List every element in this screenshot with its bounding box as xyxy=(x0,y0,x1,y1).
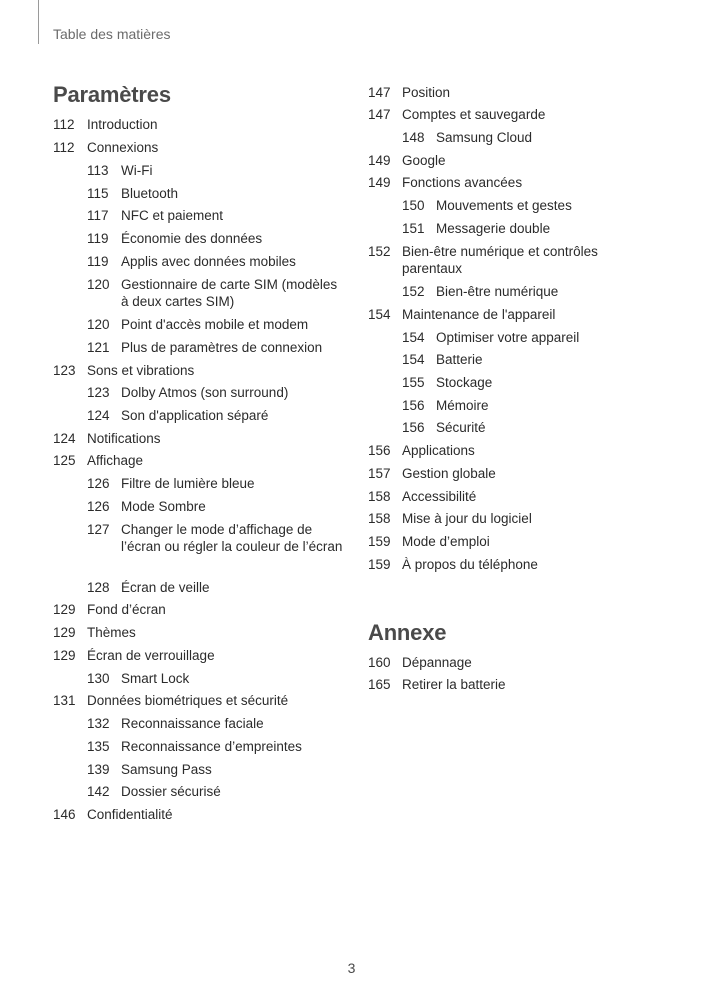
toc-entry-text: Changer le mode d’affichage de l’écran ou régler la couleur de l’écran xyxy=(121,522,343,554)
toc-entry-page: 120 xyxy=(87,317,110,332)
toc-subentry[interactable] xyxy=(402,329,658,346)
toc-subentry[interactable] xyxy=(402,351,658,368)
toc-entry-text: Accessibilité xyxy=(402,489,477,504)
toc-entry-text: Son d'application séparé xyxy=(121,408,269,423)
toc-entry[interactable] xyxy=(368,510,658,527)
toc-entry-text: Batterie xyxy=(436,352,483,367)
toc-entry-text: Connexions xyxy=(87,140,159,155)
toc-entry-text: Écran de verrouillage xyxy=(87,648,215,663)
toc-entry-page: 158 xyxy=(368,511,391,526)
toc-entry-page: 112 xyxy=(53,117,75,132)
toc-entry-text: Fonctions avancées xyxy=(402,175,523,190)
toc-entry-page: 155 xyxy=(402,375,425,390)
toc-entry-text: Filtre de lumière bleue xyxy=(121,476,255,491)
toc-entry-text: NFC et paiement xyxy=(121,208,224,223)
toc-entry[interactable] xyxy=(368,306,658,323)
toc-entry[interactable] xyxy=(53,139,343,156)
toc-entry-text: Confidentialité xyxy=(87,807,173,822)
toc-subentry[interactable] xyxy=(402,197,658,214)
toc-entry-text: Samsung Pass xyxy=(121,762,212,777)
toc-subentry[interactable] xyxy=(402,374,658,391)
toc-entry[interactable] xyxy=(368,676,658,693)
toc-entry-text: Dolby Atmos (son surround) xyxy=(121,385,289,400)
toc-subentry[interactable] xyxy=(402,129,658,146)
toc-subentry[interactable] xyxy=(87,498,343,515)
toc-entry-text: Mode Sombre xyxy=(121,499,206,514)
toc-entry-text: Optimiser votre appareil xyxy=(436,330,580,345)
toc-entry[interactable] xyxy=(53,692,343,709)
toc-entry[interactable] xyxy=(53,647,343,664)
toc-entry-page: 154 xyxy=(368,307,391,322)
toc-entry-page: 152 xyxy=(402,284,425,299)
toc-entry-page: 152 xyxy=(368,244,391,259)
toc-entry-text: Fond d’écran xyxy=(87,602,166,617)
toc-entry-text: Applications xyxy=(402,443,475,458)
toc-subentry[interactable] xyxy=(87,521,343,555)
toc-entry-page: 120 xyxy=(87,277,110,292)
toc-subentry[interactable] xyxy=(87,253,343,270)
toc-entry-page: 123 xyxy=(53,363,76,378)
toc-entry[interactable] xyxy=(53,624,343,641)
toc-entry-page: 147 xyxy=(368,85,391,100)
toc-entry[interactable] xyxy=(368,533,658,550)
toc-entry[interactable] xyxy=(368,488,658,505)
toc-entry-page: 165 xyxy=(368,677,391,692)
toc-subentry[interactable] xyxy=(87,761,343,778)
toc-subentry[interactable] xyxy=(87,316,343,333)
toc-entry[interactable] xyxy=(53,601,343,618)
toc-entry-page: 123 xyxy=(87,385,110,400)
section-title-annexe: Annexe xyxy=(368,620,447,645)
toc-entry-page: 119 xyxy=(87,254,109,269)
toc-entry-text: Dépannage xyxy=(402,655,472,670)
toc-entry-page: 151 xyxy=(402,221,425,236)
toc-entry-text: Mode d’emploi xyxy=(402,534,490,549)
header-divider xyxy=(38,0,39,44)
toc-entry-page: 126 xyxy=(87,499,110,514)
toc-entry-page: 126 xyxy=(87,476,110,491)
toc-entry-page: 159 xyxy=(368,534,391,549)
toc-entry-page: 129 xyxy=(53,625,76,640)
toc-entry-page: 142 xyxy=(87,784,110,799)
toc-subentry[interactable] xyxy=(402,283,658,300)
toc-subentry[interactable] xyxy=(87,185,343,202)
toc-entry-text: Stockage xyxy=(436,375,493,390)
toc-subentry[interactable] xyxy=(87,162,343,179)
toc-entry-text: À propos du téléphone xyxy=(402,557,538,572)
toc-entry-page: 159 xyxy=(368,557,391,572)
toc-entry-page: 135 xyxy=(87,739,110,754)
toc-entry-text: Gestionnaire de carte SIM (modèles à deux cartes SIM) xyxy=(121,277,338,309)
toc-entry-text: Thèmes xyxy=(87,625,136,640)
toc-entry-page: 158 xyxy=(368,489,391,504)
toc-entry[interactable] xyxy=(368,152,658,169)
toc-entry-page: 130 xyxy=(87,671,110,686)
toc-entry[interactable] xyxy=(368,243,658,277)
toc-entry-text: Économie des données xyxy=(121,231,263,246)
toc-subentry[interactable] xyxy=(87,339,343,356)
toc-entry-text: Google xyxy=(402,153,446,168)
toc-entry-text: Affichage xyxy=(87,453,144,468)
toc-entry-text: Dossier sécurisé xyxy=(121,784,221,799)
toc-entry-text: Point d'accès mobile et modem xyxy=(121,317,309,332)
toc-subentry[interactable] xyxy=(402,397,658,414)
toc-entry-text: Introduction xyxy=(87,117,158,132)
toc-subentry[interactable] xyxy=(87,715,343,732)
toc-entry-page: 115 xyxy=(87,186,109,201)
toc-entry-text: Données biométriques et sécurité xyxy=(87,693,289,708)
toc-entry-page: 113 xyxy=(87,163,109,178)
toc-entry-page: 139 xyxy=(87,762,110,777)
toc-entry-page: 117 xyxy=(87,208,109,223)
toc-entry-text: Bluetooth xyxy=(121,186,179,201)
toc-entry-page: 148 xyxy=(402,130,425,145)
toc-entry-text: Bien-être numérique et contrôles parentaux xyxy=(402,244,598,276)
toc-entry-page: 129 xyxy=(53,602,76,617)
toc-entry-page: 121 xyxy=(87,340,110,355)
toc-entry-text: Reconnaissance faciale xyxy=(121,716,264,731)
toc-entry-page: 156 xyxy=(402,398,425,413)
toc-entry-page: 149 xyxy=(368,175,391,190)
toc-entry-text: Wi-Fi xyxy=(121,163,153,178)
toc-entry-text: Mémoire xyxy=(436,398,489,413)
toc-entry-page: 156 xyxy=(368,443,391,458)
toc-entry[interactable] xyxy=(368,465,658,482)
toc-subentry[interactable] xyxy=(87,207,343,224)
toc-entry-text: Messagerie double xyxy=(436,221,551,236)
toc-entry-text: Applis avec données mobiles xyxy=(121,254,296,269)
toc-entry-text: Gestion globale xyxy=(402,466,496,481)
toc-entry-text: Reconnaissance d’empreintes xyxy=(121,739,302,754)
toc-entry-text: Samsung Cloud xyxy=(436,130,533,145)
toc-entry-text: Écran de veille xyxy=(121,580,210,595)
toc-subentry[interactable] xyxy=(87,670,343,687)
toc-entry-page: 119 xyxy=(87,231,109,246)
toc-subentry[interactable] xyxy=(87,230,343,247)
toc-entry-page: 132 xyxy=(87,716,110,731)
toc-subentry[interactable] xyxy=(87,738,343,755)
toc-entry-page: 129 xyxy=(53,648,76,663)
toc-entry-text: Mouvements et gestes xyxy=(436,198,572,213)
toc-entry-page: 128 xyxy=(87,580,110,595)
toc-entry-page: 146 xyxy=(53,807,76,822)
toc-entry[interactable] xyxy=(368,556,658,573)
toc-entry-page: 154 xyxy=(402,352,425,367)
toc-entry-text: Mise à jour du logiciel xyxy=(402,511,532,526)
toc-subentry[interactable] xyxy=(87,407,343,424)
toc-entry-page: 124 xyxy=(53,431,76,446)
toc-entry[interactable] xyxy=(53,806,343,823)
toc-entry-page: 156 xyxy=(402,420,425,435)
toc-entry-text: Bien-être numérique xyxy=(436,284,559,299)
toc-subentry[interactable] xyxy=(87,276,343,310)
toc-entry[interactable] xyxy=(368,84,658,101)
toc-entry-page: 154 xyxy=(402,330,425,345)
toc-entry-text: Comptes et sauvegarde xyxy=(402,107,546,122)
toc-entry-page: 112 xyxy=(53,140,75,155)
section-title-parametres: Paramètres xyxy=(53,82,171,107)
toc-subentry[interactable] xyxy=(87,579,343,596)
toc-entry-text: Sécurité xyxy=(436,420,486,435)
toc-entry[interactable] xyxy=(53,452,343,469)
toc-subentry[interactable] xyxy=(87,475,343,492)
toc-subentry[interactable] xyxy=(87,783,343,800)
toc-entry[interactable] xyxy=(368,442,658,459)
toc-entry[interactable] xyxy=(53,116,343,133)
toc-entry[interactable] xyxy=(368,106,658,123)
toc-subentry[interactable] xyxy=(87,384,343,401)
toc-entry-text: Smart Lock xyxy=(121,671,190,686)
header-title: Table des matières xyxy=(53,26,171,42)
toc-entry-page: 150 xyxy=(402,198,425,213)
toc-entry[interactable] xyxy=(53,430,343,447)
toc-entry-page: 131 xyxy=(53,693,76,708)
toc-entry-page: 157 xyxy=(368,466,391,481)
toc-entry-text: Position xyxy=(402,85,451,100)
toc-subentry[interactable] xyxy=(402,419,658,436)
toc-entry[interactable] xyxy=(368,174,658,191)
toc-entry-text: Maintenance de l'appareil xyxy=(402,307,556,322)
toc-entry-text: Plus de paramètres de connexion xyxy=(121,340,323,355)
toc-entry-text: Notifications xyxy=(87,431,161,446)
toc-entry-page: 149 xyxy=(368,153,391,168)
toc-entry-text: Retirer la batterie xyxy=(402,677,506,692)
toc-entry-page: 125 xyxy=(53,453,76,468)
toc-entry[interactable] xyxy=(368,654,658,671)
toc-entry-page: 124 xyxy=(87,408,110,423)
toc-subentry[interactable] xyxy=(402,220,658,237)
toc-entry[interactable] xyxy=(53,362,343,379)
toc-entry-page: 160 xyxy=(368,655,391,670)
toc-entry-text: Sons et vibrations xyxy=(87,363,195,378)
toc-entry-page: 147 xyxy=(368,107,391,122)
toc-entry-page: 127 xyxy=(87,522,110,537)
page-number: 3 xyxy=(347,960,356,976)
